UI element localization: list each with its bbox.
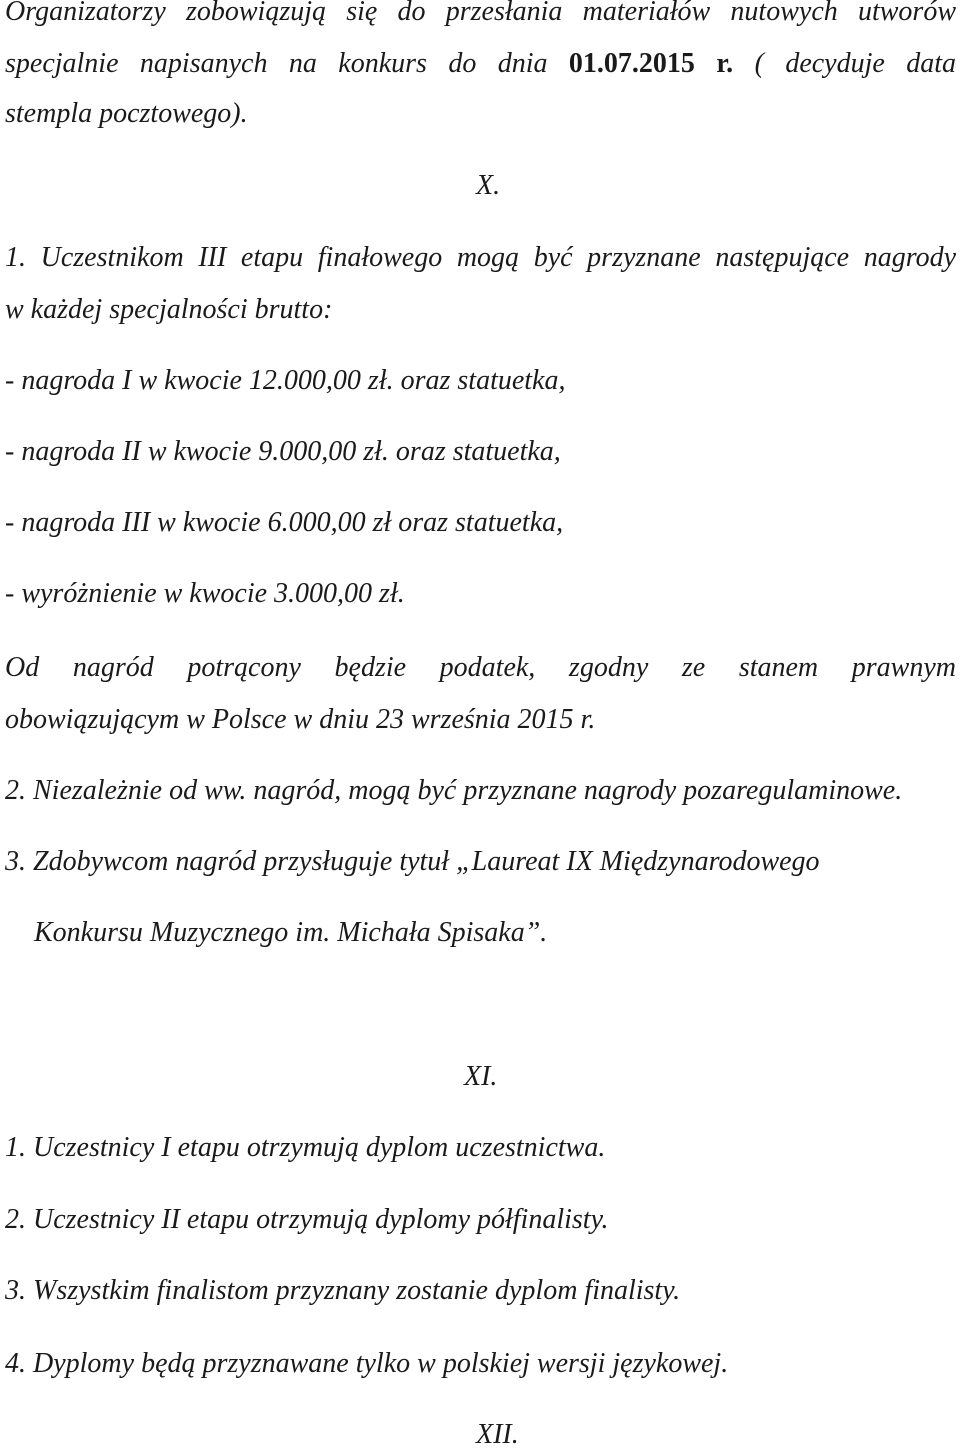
intro-line-1: Organizatorzy zobowiązują się do przesłania materiałów nutowych utworów bbox=[5, 0, 956, 27]
tax-note-line-1: Od nagród potrącony będzie podatek, zgodny ze stanem prawnym bbox=[5, 652, 956, 683]
diploma-item-4: 4. Dyplomy będą przyznawane tylko w polskiej wersji językowej. bbox=[5, 1348, 729, 1379]
intro-line-2a: specjalnie napisanych na konkurs do dnia bbox=[5, 48, 569, 79]
section-x-p3-line-2: Konkursu Muzycznego im. Michała Spisaka”. bbox=[34, 917, 548, 948]
prize-3: - nagroda III w kwocie 6.000,00 zł oraz statuetka, bbox=[5, 507, 564, 538]
prize-1: - nagroda I w kwocie 12.000,00 zł. oraz statuetka, bbox=[5, 365, 566, 396]
section-x-p1-line-1: 1. Uczestnikom III etapu finałowego mogą być przyznane następujące nagrody bbox=[5, 242, 956, 273]
diploma-item-2: 2. Uczestnicy II etapu otrzymują dyplomy półfinalisty. bbox=[5, 1204, 609, 1235]
section-x-p2: 2. Niezależnie od ww. nagród, mogą być przyznane nagrody pozaregulaminowe. bbox=[5, 775, 903, 806]
intro-line-2b: ( decyduje data bbox=[733, 48, 956, 79]
section-xi-heading: XI. bbox=[464, 1061, 498, 1092]
prize-distinction: - wyróżnienie w kwocie 3.000,00 zł. bbox=[5, 578, 405, 609]
tax-note-line-2: obowiązującym w Polsce w dniu 23 września 2015 r. bbox=[5, 704, 596, 735]
intro-line-3: stempla pocztowego). bbox=[5, 98, 248, 129]
section-x-heading: X. bbox=[476, 170, 501, 201]
intro-line-2 bbox=[5, 50, 956, 78]
prize-2: - nagroda II w kwocie 9.000,00 zł. oraz statuetka, bbox=[5, 436, 561, 467]
submission-deadline: 01.07.2015 r. bbox=[568, 48, 734, 79]
diploma-item-1: 1. Uczestnicy I etapu otrzymują dyplom uczestnictwa. bbox=[5, 1132, 606, 1163]
section-x-p1-line-2: w każdej specjalności brutto: bbox=[5, 294, 333, 325]
section-xii-heading: XII. bbox=[476, 1419, 519, 1450]
section-x-p3-line-1: 3. Zdobywcom nagród przysługuje tytuł „Laureat IX Międzynarodowego bbox=[5, 846, 820, 877]
diploma-item-3: 3. Wszystkim finalistom przyznany zostanie dyplom finalisty. bbox=[5, 1275, 681, 1306]
